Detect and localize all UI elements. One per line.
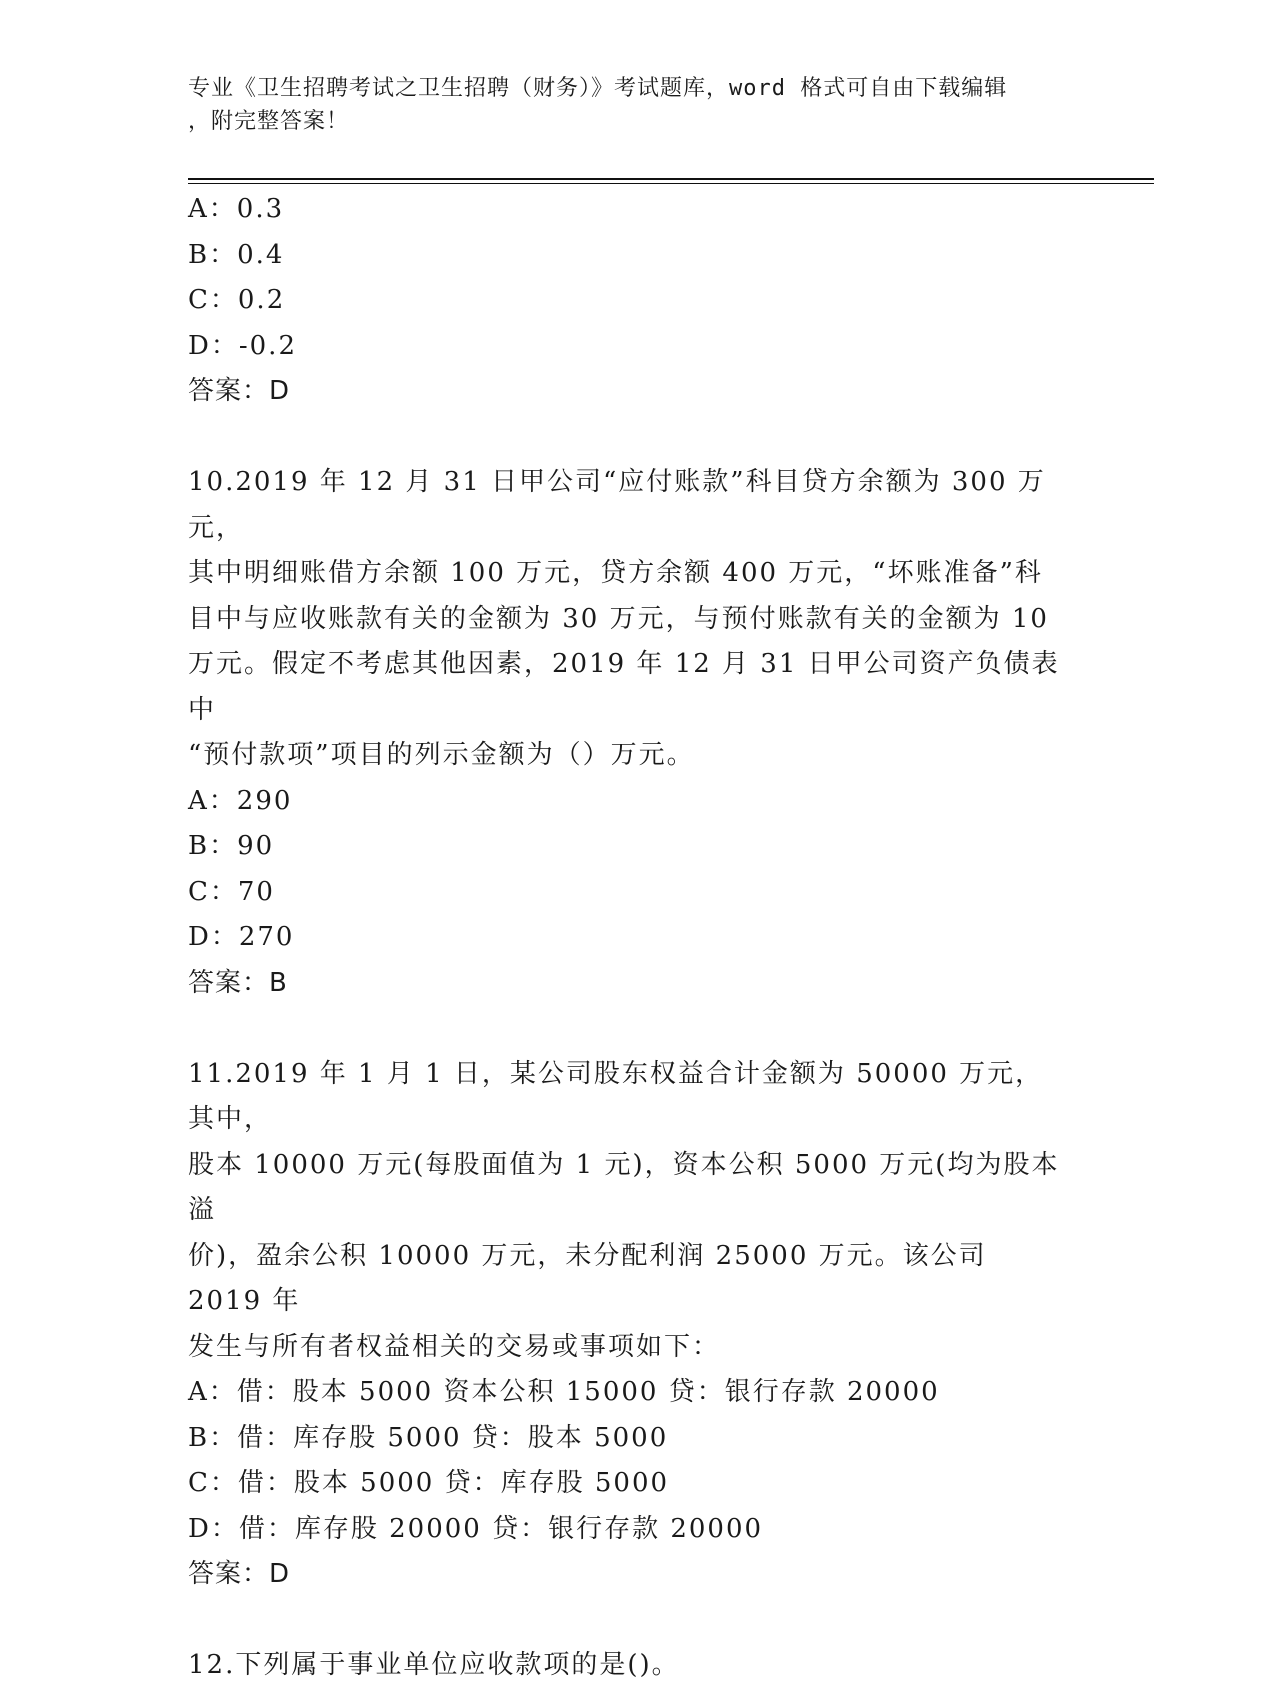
answer: 答案：D (188, 376, 291, 406)
option-a: A：借：股本 5000 资本公积 15000 贷：银行存款 20000 (188, 1377, 940, 1407)
option-d: D：借：库存股 20000 贷：银行存款 20000 (188, 1513, 764, 1544)
question-text (188, 460, 1068, 779)
question-9 (188, 187, 1068, 415)
option-c: C：借：股本 5000 贷：库存股 5000 (188, 1468, 670, 1498)
question-line: 股本 10000 万元(每股面值为 1 元)，资本公积 5000 万元(均为股本溢 (188, 1149, 1060, 1225)
header-title-line-2: ，附完整答案！ (188, 109, 350, 134)
header-title-line-1: 专业《卫生招聘考试之卫生招聘（财务）》考试题库，word 格式可自由下载编辑 (188, 76, 1008, 101)
header-rule-thick (188, 178, 1154, 180)
option-c: C：70 (188, 876, 275, 907)
question-line: 万元。假定不考虑其他因素，2019 年 12 月 31 日甲公司资产负债表中 (188, 649, 1060, 725)
question-list (188, 187, 1068, 1689)
option-d: D：270 (188, 922, 295, 952)
question-line: 10.2019 年 12 月 31 日甲公司“应付账款”科目贷方余额为 300 万元， (188, 467, 1046, 543)
question-line: 11.2019 年 1 月 1 日，某公司股东权益合计金额为 50000 万元，其中， (188, 1058, 1044, 1134)
option-a: A：290 (188, 785, 293, 816)
question-line: 目中与应收账款有关的金额为 30 万元，与预付账款有关的金额为 10 (188, 603, 1049, 634)
question-line: 12.下列属于事业单位应收款项的是()。 (188, 1650, 680, 1680)
question-10 (188, 460, 1068, 1006)
option-a: A：0.3 (188, 194, 285, 224)
question-line: 发生与所有者权益相关的交易或事项如下： (188, 1331, 721, 1362)
question-line: “预付款项”项目的列示金额为（）万元。 (188, 740, 695, 770)
option-b: B：0.4 (188, 239, 285, 270)
option-c: C：0.2 (188, 285, 286, 315)
question-line: 价)，盈余公积 10000 万元，未分配利润 25000 万元。该公司 2019 年 (188, 1240, 987, 1316)
header-rule-thin (188, 183, 1154, 184)
question-line: 其中明细账借方余额 100 万元，贷方余额 400 万元，“坏账准备”科 (188, 558, 1043, 588)
option-b: B：借：库存股 5000 贷：股本 5000 (188, 1422, 669, 1453)
answer: 答案：D (188, 1559, 291, 1589)
question-text (188, 1052, 1068, 1371)
question-11 (188, 1052, 1068, 1598)
document-header (188, 72, 1068, 138)
option-b: B：90 (188, 831, 275, 861)
option-d: D：-0.2 (188, 330, 297, 361)
answer: 答案：B (188, 967, 288, 998)
